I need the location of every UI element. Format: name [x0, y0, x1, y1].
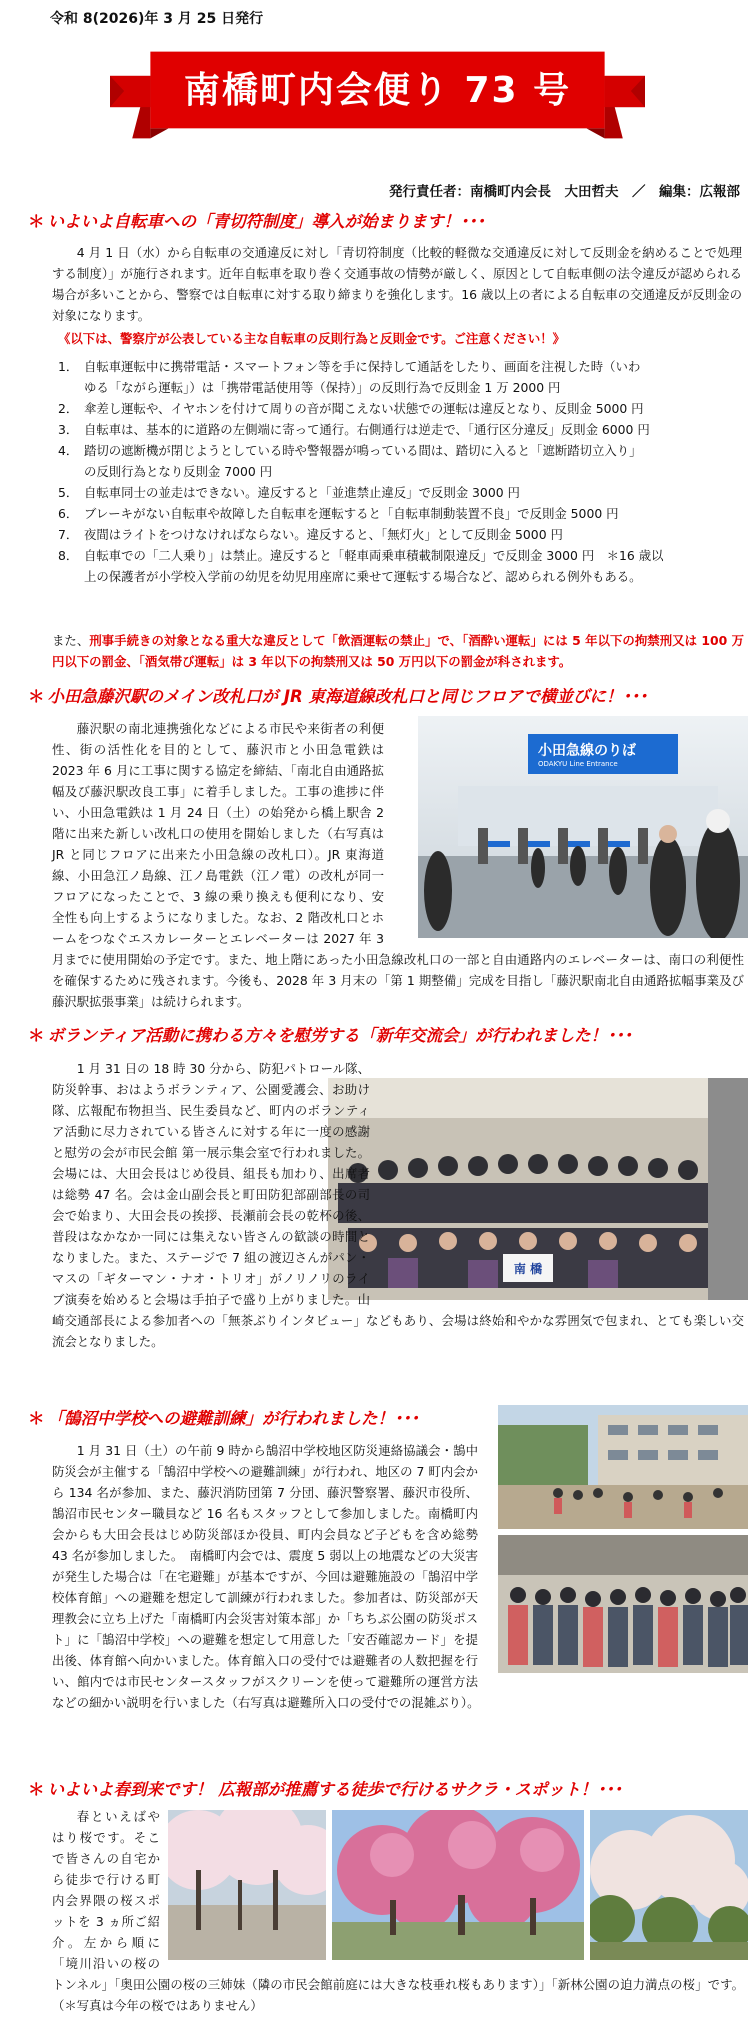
newsletter-title: 南橋町内会便り 73 号 [183, 70, 572, 111]
violation-text: 夜間はライトをつけなければならない。違反すると、「無灯火」として反則金 5000 円 [84, 527, 563, 542]
section-title-bicycle [28, 208, 748, 232]
violation-item [58, 545, 748, 587]
section-title-text: 「鵠沼中学校への避難訓練」が行われました！･･･ [47, 1409, 419, 1428]
bicycle-notice: 《以下は、警察庁が公表している主な自転車の反則行為と反則金です。ご注意ください！》 [58, 331, 566, 346]
violation-text: 傘差し運転や、イヤホンを付けて周りの音が聞こえない状態での運転は違反となり、反則金 5000 円 [84, 401, 644, 416]
bicycle-closing [52, 630, 744, 672]
violation-number: 2． [58, 401, 79, 416]
violation-item [58, 398, 748, 419]
bicycle-intro: 4 月 1 日（水）から自転車の交通違反に対し「青切符制度（比較的軽微な交通違反に対して反則金を納めることで処理する制度）」が施行されます。近年自転車を取り巻く交通事故の情勢が厳しく、原因として自転車側の法令違反が認められる場合が多いことから、警察では自転車に対する取り締まりを強化します。16 歳以上の者による自転車の交通違反が反則金の対象になります。 [52, 245, 742, 323]
violation-text: 自転車での「二人乗り」は禁止。違反すると「軽車両乗車積載制限違反」で反則金 3000 円 ＊16 歳以 [84, 548, 664, 563]
section-title-text: いよいよ自転車への「青切符制度」導入が始まります！･･･ [47, 212, 485, 231]
drill-body [52, 1440, 744, 1713]
volunteer-text: 1 月 31 日の 18 時 30 分から、防犯パトロール隊、防災幹事、おはようボランティア、公園愛護会、お助け隊、広報配布物担当、民生委員など、町内のボランティア活動に尽力されている皆さんに対する年に一度の感謝と慰労の会が市民会館 第一展示集会室で行われました。会場には、大田会長はじめ役員、組長も加わり、出席者は総勢 47 名。会は金山副会長と町田防犯部副部長の司会で始まり、大田会長の挨拶、長瀬前会長の乾杯の後、普段はなかなか一同には集えない皆さんの歓談の時間となりました。また、ステージで 7 組の渡辺さんがパン・マスの「ギターマン・ナオ・トリオ」がノリノリのライブ演奏を始めると会場は手拍子で盛り上がりました。山崎交通部長による参加者への「無茶ぶりインタビュー」などもあり、会場は終始和やかな雰囲気で包まれ、とても楽しい交流会となりました。 [52, 1061, 744, 1349]
violation-number: 8． [58, 548, 79, 563]
violation-item [58, 419, 748, 440]
violation-text: 自転車運転中に携帯電話・スマートフォン等を手に保持して通話をしたり、画面を注視した時（いわ [84, 359, 641, 374]
violation-number: 5． [58, 485, 79, 500]
section-title-text: いよいよ春到来です！ 広報部が推薦する徒歩で行けるサクラ・スポット！･･･ [47, 1780, 622, 1799]
photo-spacer [478, 1440, 744, 1684]
violation-number: 6． [58, 506, 79, 521]
closing-plain: また、 [52, 633, 90, 648]
violation-number: 1． [58, 359, 79, 374]
violation-text: 自転車は、基本的に道路の左側端に寄って通行。右側通行は逆走で、「通行区分違反」反則金 6000 円 [84, 422, 650, 437]
violation-item [58, 356, 748, 398]
violation-item [58, 440, 748, 482]
violation-text: 自転車同士の並走はできない。違反すると「並進禁止違反」で反則金 3000 円 [84, 485, 520, 500]
violation-list [58, 356, 748, 631]
violation-item [58, 524, 748, 545]
section-title-text: ボランティア活動に携わる方々を慰労する「新年交流会」が行われました！･･･ [47, 1026, 632, 1045]
photo-spacer [384, 718, 744, 940]
violation-number: 3． [58, 422, 79, 437]
asterisk-icon: ＊ [28, 1026, 45, 1045]
section-title-volunteer [28, 1022, 748, 1046]
photo-spacer [160, 1806, 744, 1962]
violation-number: 7． [58, 527, 79, 542]
station-sign-en: ODAKYU Line Entrance [538, 760, 618, 768]
section-title-sakura [28, 1776, 748, 1800]
issue-date: 令和 8(2026)年 3 月 25 日発行 [50, 11, 264, 27]
sakura-text: 春といえばやはり桜です。そこで皆さんの自宅から徒歩で行ける町内会界隈の桜スポットを 3 ヵ所ご紹介。左から順に「境川沿いの桜のトンネル」「奥田公園の桜の三姉妹（隣の市民会館前庭には大きな枝垂れ桜もあります）」「新林公園の迫力満点の桜」です。（＊写真は今年の桜ではありません） [52, 1809, 744, 2013]
sakura-body [52, 1806, 744, 2016]
banner-sign: 南 橋 [513, 1262, 543, 1276]
section-title-text: 小田急藤沢駅のメイン改札口が JR 東海道線改札口と同じフロアで横並びに！･･･ [47, 687, 648, 706]
violation-text-cont: の反則行為となり反則金 7000 円 [84, 464, 273, 479]
drill-text: 1 月 31 日（土）の午前 9 時から鵠沼中学校地区防災連絡協議会・鵠中防災会が主催する「鵠沼中学校への避難訓練」が行われ、地区の 7 町内会から 134 名が参加、また、藤沢消防団第 7 分団、藤沢警察署、藤沢市役所、鵠沼市民センター職員など 16 名もスタッフとして参加しました。南橋町内会からも大田会長はじめ防災部ほか役員、町内会員など子どもを含め総勢 43 名が参加しました。 南橋町内会では、震度 5 弱以上の地震などの大災害が発生した場合は「在宅避難」が基本ですが、今回は避難施設の「鵠沼中学校体育館」への避難を想定して訓練が行われました。参加者は、防災部が天理教会に立ち上げた「南橋町内会災害対策本部」か「ちちぶ公園の防災ポスト」に「鵠沼中学校」への避難を想定して用意した「安否確認カード」を提出後、体育館へ向かいました。体育館入口の受付では避難者の人数把握を行い、館内では市民センタースタッフがスクリーンを使って避難所の運営方法などの細かい説明を行いました（右写真は避難所入口の受付での混雑ぶり）。 [52, 1443, 480, 1710]
volunteer-body [52, 1058, 744, 1352]
violation-item [58, 503, 748, 524]
violation-item [58, 482, 748, 503]
closing-red: 刑事手続きの対象となる重大な違反として「飲酒運転の禁止」で、「酒酔い運転」には 5 年以下の拘禁刑又は 100 万円以下の罰金、「酒気帯び運転」は 3 年以下の拘禁刑又は 50 万円以下の罰金が科されます。 [52, 633, 745, 669]
violation-text: 踏切の遮断機が閉じようとしている時や警報器が鳴っている間は、踏切に入ると「遮断踏切立入り」 [84, 443, 642, 458]
violation-text-cont: 上の保護者が小学校入学前の幼児を幼児用座席に乗せて運転する場合など、認められる例外もある。 [84, 569, 642, 584]
photo-spacer [370, 1058, 744, 1308]
publisher-line: 発行責任者：南橋町内会長 大田哲夫 ／ 編集：広報部 [389, 184, 740, 200]
violation-text-cont: ゆる「ながら運転」）は「携帯電話使用等（保持）」の反則行為で反則金 1 万 2000 円 [84, 380, 561, 395]
asterisk-icon: ＊ [28, 1780, 45, 1799]
asterisk-icon: ＊ [28, 212, 45, 231]
station-text: 藤沢駅の南北連携強化などによる市民や来街者の利便性、街の活性化を目的として、藤沢市と小田急電鉄は 2023 年 6 月に工事に関する協定を締結、「南北自由通路拡幅及び藤沢駅改良工事」に着手しました。工事の進捗に伴い、小田急電鉄は 1 月 24 日（土）の始発から橋上駅舎 2 階に出来た新しい改札口の使用を開始しました（右写真は JR と同じフロアに出来た小田急線の改札口）。JR 東海道線、小田急江ノ島線、江ノ島電鉄（江ノ電）の改札が同一フロアになったことで、3 線の乗り換えも便利になり、安全性も向上するようになりました。なお、2 階改札口とホームをつなぐエスカレーターとエレベーターは 2027 年 3 月までに使用開始の予定です。また、地上階にあった小田急線改札口の一部と自由通路内のエレベーターは、南口の利便性を確保するために残されます。今後も、2028 年 3 月末の「第 1 期整備」完成を目指し「藤沢駅南北自由通路拡幅事業及び藤沢駅拡張事業」は続けられます。 [52, 721, 744, 1009]
station-sign: 小田急線のりば [538, 743, 636, 759]
station-body [52, 718, 744, 1012]
violation-number: 4． [58, 443, 79, 458]
violation-text: ブレーキがない自転車や故障した自転車を運転すると「自転車制動装置不良」で反則金 5000 円 [84, 506, 619, 521]
asterisk-icon: ＊ [28, 1409, 45, 1428]
section-title-station [28, 683, 748, 707]
asterisk-icon: ＊ [28, 687, 45, 706]
